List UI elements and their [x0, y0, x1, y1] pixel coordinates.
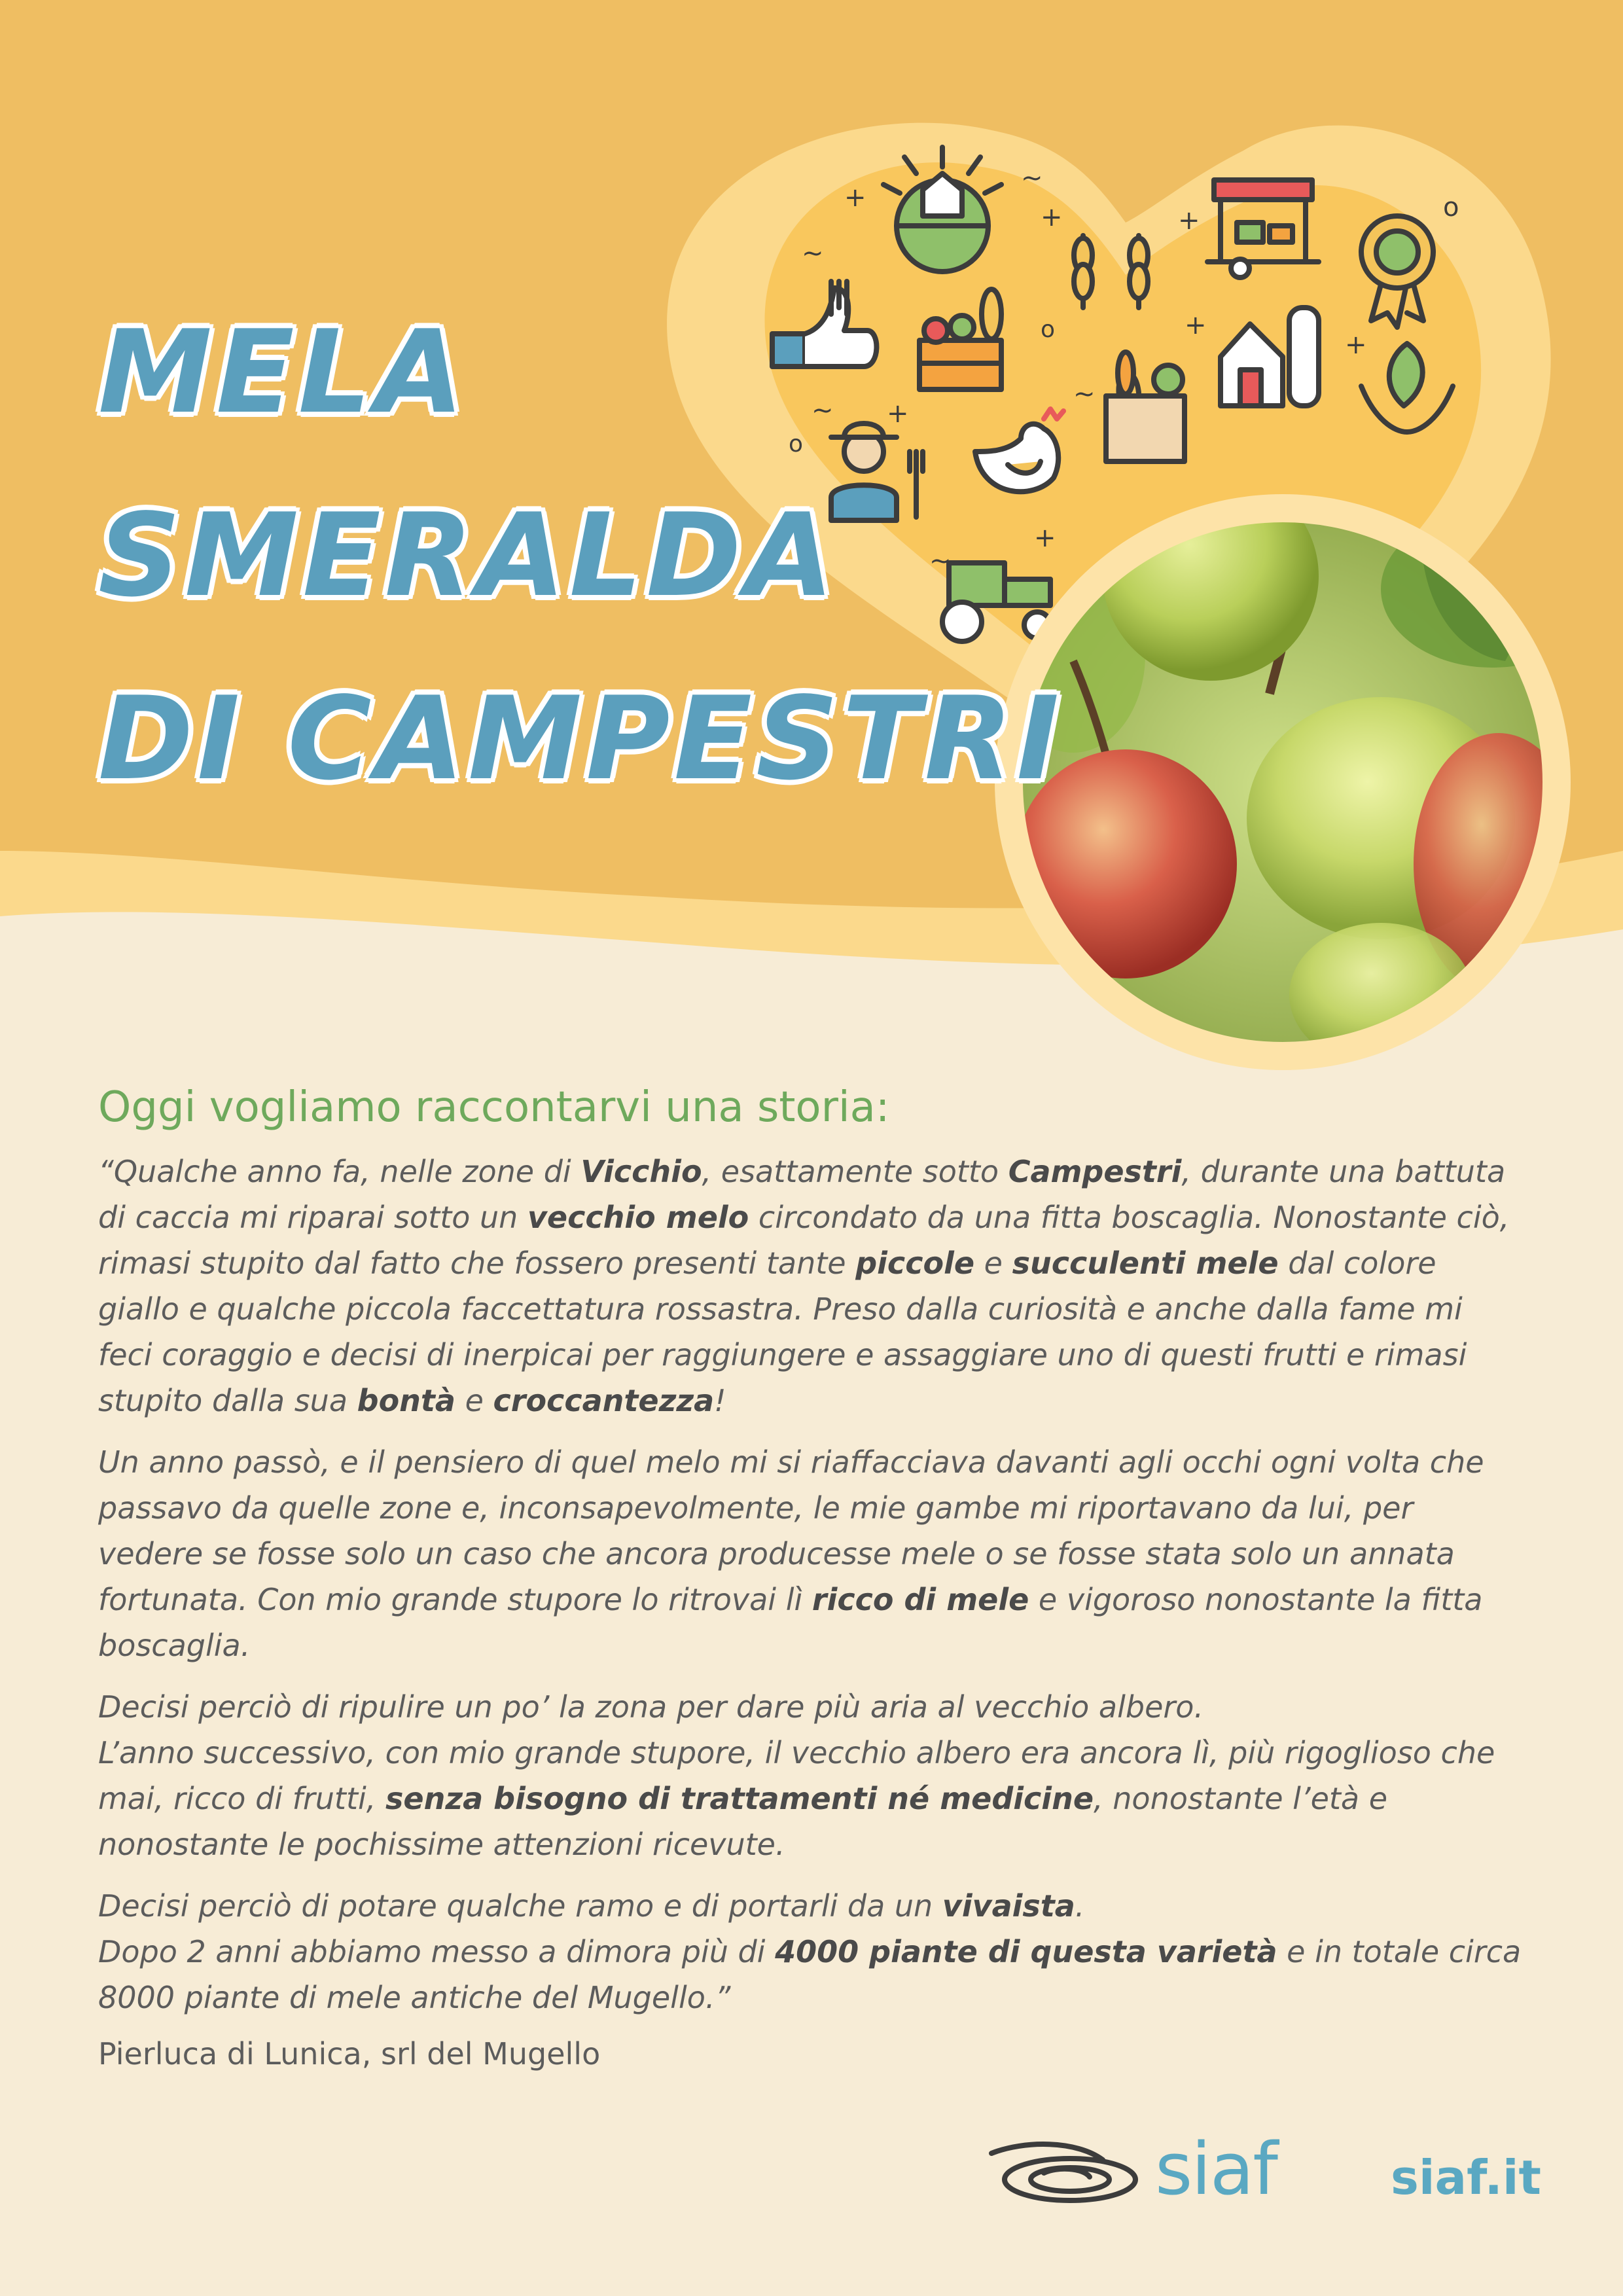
story-section	[98, 1083, 1525, 2072]
title-line-1: MELA	[98, 306, 468, 439]
svg-text:+: +	[844, 183, 866, 213]
emphasis-text: 4000 piante di questa varietà	[775, 1934, 1277, 1969]
svg-text:~: ~	[802, 238, 824, 268]
emphasis-text: bontà	[357, 1383, 455, 1418]
svg-text:+: +	[1185, 310, 1207, 340]
emphasis-text: succulenti mele	[1012, 1246, 1279, 1281]
story-paragraph-2: Un anno passò, e il pensiero di quel melo mi si riaffacciava davanti agli occhi ogni volta che passavo da quelle zone e, inconsapevolmente, le mie gambe mi riportavano da lui, per vedere se fosse solo un caso che ancora producesse mele o se fosse stata solo un annata fortunata. Con mio grande stupore lo ritrovai lì ricco di mele e vigoroso nonostante la fitta boscaglia.	[98, 1444, 1484, 1663]
emphasis-text: piccole	[855, 1246, 975, 1281]
website-link[interactable]: siaf.it	[1391, 2150, 1541, 2205]
svg-text:~: ~	[929, 546, 952, 576]
svg-text:+: +	[887, 399, 909, 429]
emphasis-text: vecchio melo	[527, 1200, 749, 1235]
story-paragraph-1: “Qualche anno fa, nelle zone di Vicchio, esattamente sotto Campestri, durante una battuta di caccia mi riparai sotto un vecchio melo circondato da una fitta boscaglia. Nonostante ciò, rimasi stupito dal fatto che fossero presenti tante piccole e succulenti mele dal colore giallo e qualche piccola faccettatura rossastra. Preso dalla curiosità e anche dalla fame mi feci coraggio e decisi di inerpicai per raggiungere e assaggiare uno di questi frutti e rimasi stupito dalla sua bontà e croccantezza!	[98, 1154, 1510, 1418]
story-paragraph-4: Decisi perciò di potare qualche ramo e di portarli da un vivaista. Dopo 2 anni abbiamo messo a dimora più di 4000 piante di questa varietà e in totale circa 8000 piante di mele antiche del Mugello.”	[98, 1888, 1522, 2015]
svg-text:o: o	[1443, 192, 1459, 223]
title-line-2: SMERALDA	[98, 490, 838, 622]
emphasis-text: Vicchio	[580, 1154, 702, 1189]
title-line-3: DI CAMPESTRI	[98, 673, 1063, 806]
svg-text:~: ~	[812, 395, 834, 425]
emphasis-text: Campestri	[1008, 1154, 1182, 1189]
emphasis-text: vivaista	[942, 1888, 1075, 1924]
svg-text:~: ~	[1073, 379, 1096, 409]
siaf-brand-text: siaf	[1155, 2134, 1277, 2206]
story-paragraph-3: Decisi perciò di ripulire un po’ la zona per dare più aria al vecchio albero. L’anno successivo, con mio grande stupore, il vecchio albero era ancora lì, più rigoglioso che mai, ricco di frutti, senza bisogno di trattamenti né medicine, nonostante l’età e nonostante le pochissime attenzioni ricevute.	[98, 1689, 1495, 1862]
page-title	[98, 281, 1063, 831]
siaf-logo	[985, 2134, 1351, 2206]
svg-text:o: o	[789, 431, 804, 457]
svg-text:+: +	[1034, 523, 1056, 553]
siaf-swirl-icon	[991, 2144, 1135, 2200]
emphasis-text: croccantezza	[493, 1383, 715, 1418]
svg-text:+: +	[1178, 206, 1200, 236]
svg-text:o: o	[1041, 316, 1056, 343]
svg-text:+: +	[1345, 330, 1367, 360]
emphasis-text: senza bisogno di trattamenti né medicine	[385, 1781, 1094, 1816]
story-signature: Pierluca di Lunica, srl del Mugello	[98, 2036, 601, 2072]
svg-text:~: ~	[1021, 163, 1043, 193]
svg-text:+: +	[1041, 202, 1063, 232]
story-heading: Oggi vogliamo raccontarvi una storia:	[98, 1083, 890, 1132]
emphasis-text: ricco di mele	[812, 1582, 1029, 1617]
